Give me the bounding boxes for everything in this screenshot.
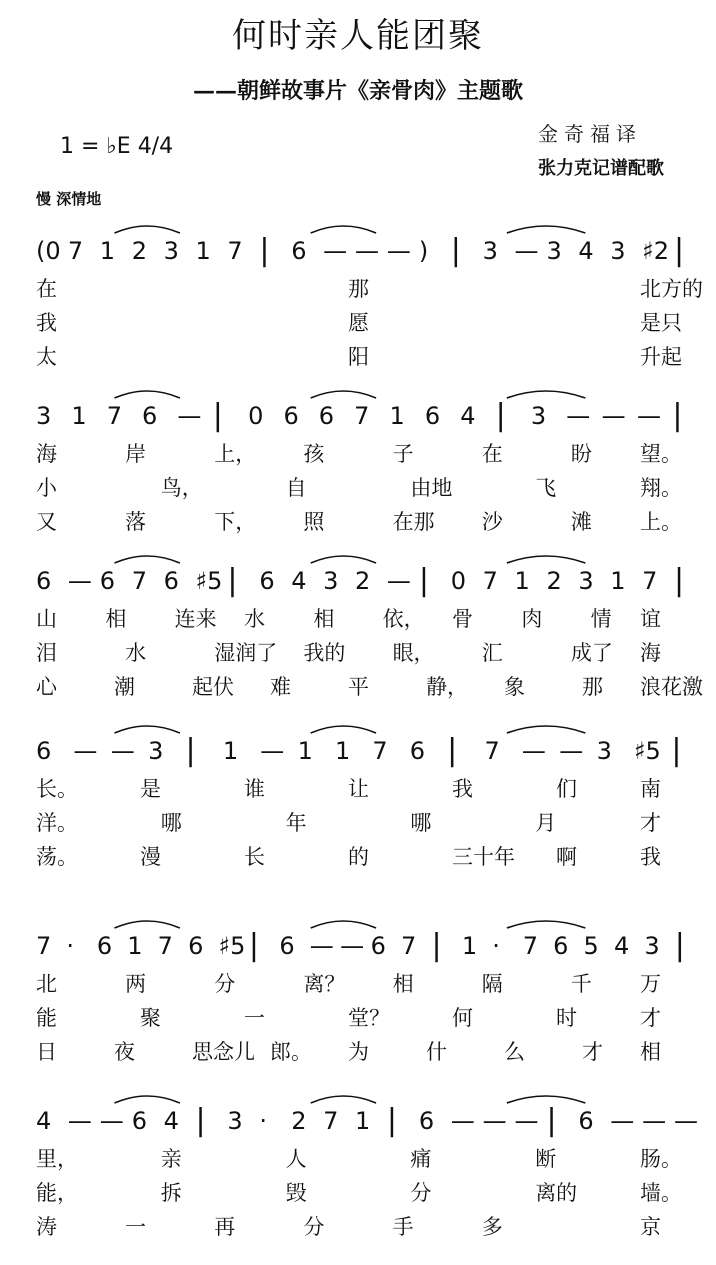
lyric-word: 肠。 [640,1147,682,1171]
note: 6 [96,932,113,960]
lyric-word: 离的 [535,1181,578,1205]
note: 6 [36,737,52,765]
lyric-word: 盼 [570,442,592,466]
lyric-word: 成了 [570,641,613,665]
lyric-word: 在那 [392,510,435,534]
note: 7 [157,932,173,960]
note: 4 [578,237,594,265]
note: 1 [355,1107,371,1135]
note: 6 [142,402,158,430]
note: 2 [355,567,371,595]
slur-marks [0,715,716,775]
note: ♯5 [633,737,661,765]
lyric-word: 浪花激 [640,675,703,699]
lyric-verse-3 [0,341,716,373]
barline: | [259,233,270,268]
note: 6 [279,932,295,960]
lyric-verse-2 [0,1177,716,1209]
slur [114,391,179,398]
lyric-word: 在 [36,277,57,301]
note: 3 [578,567,594,595]
note: — [67,567,92,595]
lyric-word: 才 [582,1040,603,1064]
note: 6 [424,402,441,430]
note: — [355,237,380,265]
barline: | [546,1103,557,1138]
lyric-word: 潮 [114,675,135,699]
note: — [521,737,546,765]
barline: | [495,398,506,433]
note: 6 [553,932,569,960]
lyric-word: 相 [392,972,414,996]
lyric-verse-3 [0,1211,716,1243]
note: — [386,237,411,265]
lyric-word: 我的 [303,641,346,665]
note: 2 [546,567,562,595]
note: 6 [409,737,425,765]
lyric-word: 们 [556,777,577,801]
lyric-verse-2 [0,637,716,669]
note: 1 [389,402,405,430]
lyric-word: 一 [244,1006,265,1030]
score-line [0,1085,716,1239]
barline: | [195,1103,206,1138]
barline: | [185,733,196,768]
note: 6 [291,237,307,265]
barline: | [674,233,685,268]
lyric-word: 是 [140,777,161,801]
note: ♯5 [195,567,223,595]
barline: | [227,563,238,598]
note: — [323,237,348,265]
lyric-word: 哪 [160,811,182,835]
lyric-word: 连来 [174,607,217,631]
note: ♯5 [218,932,246,960]
note: — [110,737,135,765]
lyric-verse-2 [0,807,716,839]
barline: | [671,733,682,768]
note: — [386,567,411,595]
lyric-word: 三十年 [452,845,515,869]
barline: | [674,928,685,963]
note: — [642,1107,667,1135]
lyric-word: 照 [303,510,325,534]
slur [311,556,376,563]
note: 3 [148,737,164,765]
barline: | [418,563,429,598]
lyric-word: 湿润了 [214,641,278,665]
note: 6 [99,567,116,595]
note: 4 [291,567,307,595]
lyric-word: 静， [426,675,468,699]
note: — [601,402,626,430]
barline: | [431,928,442,963]
lyric-word: 那 [348,277,369,301]
lyric-word: 难 [270,675,291,699]
note: 3 [530,402,547,430]
slur [311,726,376,733]
lyric-word: 一 [125,1215,147,1239]
note: · [66,932,75,960]
song-title: 何时亲人能团聚 [232,16,484,56]
note: 3 [644,932,660,960]
lyric-word: 子 [392,442,414,466]
lyric-verse-1 [0,1143,716,1175]
slur [507,726,585,733]
note: 3 [610,237,626,265]
lyric-word: 洋。 [36,811,78,835]
note: 7 [227,237,243,265]
note: — [636,402,661,430]
lyric-verse-1 [0,438,716,470]
lyric-word: 多 [481,1215,503,1239]
lyric-word: 里， [36,1147,78,1171]
note: — [482,1107,507,1135]
slur-marks [0,545,716,605]
lyric-word: 拆 [160,1181,182,1205]
note: 6 [36,567,52,595]
lyric-word: 鸟， [160,476,203,500]
note: — [566,402,591,430]
lyric-word: 飞 [535,476,557,500]
slur [311,391,376,398]
barline: | [447,733,458,768]
lyric-word: 让 [348,777,369,801]
note: ) [418,237,429,265]
note: 6 [283,402,299,430]
note: 1 [514,567,530,595]
lyric-verse-1 [0,273,716,305]
lyric-word: 相 [640,1040,661,1064]
note: 7 [354,402,370,430]
lyric-word: 泪 [36,641,57,665]
lyric-word: 海 [36,442,57,466]
lyric-word: 水 [125,641,147,665]
lyric-word: 分 [410,1181,432,1205]
lyric-word: 断 [535,1147,557,1171]
barline: | [672,398,683,433]
note: 6 [318,402,335,430]
lyric-word: 由地 [410,476,453,500]
note: 7 [642,567,658,595]
note: 2 [291,1107,307,1135]
note: 6 [418,1107,435,1135]
barline: | [674,563,685,598]
lyric-word: 南 [640,777,661,801]
lyric-word: 涛 [36,1215,57,1239]
slur-marks [0,215,716,275]
lyric-word: 什 [426,1040,447,1064]
slur [311,226,376,233]
note: 7 [36,932,52,960]
lyric-word: 人 [285,1147,307,1171]
lyric-word: 平 [348,675,369,699]
slur [311,1096,376,1103]
note: 6 [578,1107,594,1135]
note: 7 [131,567,147,595]
note: 1 [71,402,87,430]
note: 1 [334,737,351,765]
note: 0 [248,402,264,430]
lyric-word: 汇 [481,641,503,665]
lyric-word: 痛 [410,1147,432,1171]
lyric-word: 我 [452,777,473,801]
lyric-word: 聚 [140,1006,161,1030]
barline: | [386,1103,398,1138]
slur [114,726,179,733]
barline: | [248,928,260,963]
lyric-word: 是只 [640,311,682,335]
note: 4 [163,1107,179,1135]
slur-marks [0,910,716,970]
lyric-word: 情 [590,607,612,631]
note: 5 [583,932,599,960]
lyric-word: 能， [36,1181,78,1205]
translator-credit: 金奇福译 [538,122,642,146]
score-line [0,380,716,534]
lyric-word: 哪 [410,811,432,835]
lyric-word: 么 [504,1040,525,1064]
note: 3 [323,567,339,595]
lyric-word: 望。 [640,442,682,466]
lyric-word: 千 [570,972,592,996]
note: 6 [370,932,386,960]
note: — [260,737,285,765]
tempo-marking: 慢 深情地 [36,190,102,208]
key-signature: 1 = ♭E 4/4 [60,134,174,159]
lyric-word: 北 [36,972,57,996]
lyric-word: 京 [640,1215,661,1239]
lyric-word: 心 [36,675,57,699]
note: 4 [36,1107,52,1135]
lyric-word: 沙 [481,510,503,534]
lyric-verse-2 [0,1002,716,1034]
note: 6 [131,1107,147,1135]
score-line [0,545,716,699]
note: 7 [484,737,500,765]
slur [507,391,585,398]
lyric-word: 万 [640,972,661,996]
lyric-word: 为 [348,1040,369,1064]
note: 7 [67,237,84,265]
lyric-word: 小 [36,476,57,500]
lyric-word: 再 [214,1215,236,1239]
slur [507,226,585,233]
note: 1 [297,737,313,765]
lyric-verse-1 [0,603,716,635]
slur [507,921,585,928]
lyric-word: 肉 [521,607,543,631]
lyric-word: 两 [125,972,147,996]
lyric-verse-3 [0,841,716,873]
lyric-word: 才 [640,1006,661,1030]
note: — [340,932,365,960]
lyric-word: 太 [36,345,57,369]
lyric-word: 骨 [452,607,473,631]
note: — [99,1107,124,1135]
note: 4 [613,932,630,960]
lyric-word: 起伏 [192,675,234,699]
note: ♯2 [642,237,670,265]
lyric-word: 手 [392,1215,414,1239]
note: 3 [36,402,52,430]
lyric-word: 落 [125,510,147,534]
lyric-word: 山 [36,607,57,631]
lyric-word: 毁 [285,1181,307,1205]
lyric-word: 眼， [392,641,435,665]
note: 1 [99,237,116,265]
slur [114,556,179,563]
lyric-word: 我 [36,311,57,335]
lyric-word: 的 [348,845,369,869]
note: — [514,237,539,265]
note: · [492,932,500,960]
lyric-word: 分 [214,972,236,996]
lyric-word: 能 [36,1006,57,1030]
lyric-word: 年 [285,811,307,835]
lyric-word: 又 [36,510,57,534]
lyric-verse-3 [0,671,716,703]
note: 7 [372,737,388,765]
slur [507,1096,585,1103]
lyric-word: 堂？ [348,1006,390,1030]
note: 6 [163,567,179,595]
note: — [309,932,334,960]
note: 2 [131,237,147,265]
note: (0 [36,237,61,265]
lyric-word: 水 [244,607,265,631]
note: 7 [106,402,122,430]
lyric-verse-2 [0,307,716,339]
lyric-word: 长。 [36,777,78,801]
lyric-word: 思念儿 [192,1040,255,1064]
lyric-word: 亲 [160,1147,182,1171]
lyric-verse-2 [0,472,716,504]
note: 1 [222,737,239,765]
lyric-word: 相 [313,607,335,631]
lyric-word: 漫 [140,845,161,869]
slur-marks [0,1085,716,1145]
lyric-word: 自 [285,476,307,500]
lyric-word: 滩 [570,510,592,534]
note: 0 [450,567,466,595]
lyric-word: 下， [214,510,257,534]
note: — [610,1107,635,1135]
lyric-word: 荡。 [36,845,78,869]
lyric-word: 隔 [481,972,503,996]
note: 7 [401,932,417,960]
note: — [177,402,202,430]
lyric-word: 月 [535,811,557,835]
slur [114,1096,179,1103]
lyric-word: 岸 [125,442,147,466]
lyric-word: 象 [504,675,525,699]
lyric-verse-1 [0,773,716,805]
lyric-word: 谊 [640,607,661,631]
lyric-word: 长 [244,845,265,869]
lyric-word: 在 [481,442,503,466]
lyric-word: 升起 [640,345,682,369]
lyric-word: 北方的 [640,277,703,301]
lyric-word: 郎。 [270,1040,312,1064]
note: 7 [482,567,498,595]
lyric-word: 阳 [348,345,369,369]
lyric-word: 海 [640,641,661,665]
slur [114,226,179,233]
note: 3 [596,737,612,765]
barline: | [450,233,461,268]
note: — [559,737,584,765]
slur [114,921,179,928]
barline: | [212,398,223,433]
note: · [259,1107,267,1135]
lyric-word: 谁 [244,777,265,801]
lyric-verse-1 [0,968,716,1000]
song-subtitle: ——朝鲜故事片《亲骨肉》主题歌 [192,78,523,104]
lyric-word: 上， [214,442,257,466]
score-line [0,215,716,369]
lyric-word: 夜 [114,1040,135,1064]
score-line [0,715,716,869]
lyric-word: 相 [105,607,127,631]
slur [507,556,585,563]
lyric-word: 孩 [303,442,325,466]
note: 6 [188,932,204,960]
note: 6 [259,567,275,595]
slur [311,921,376,928]
lyric-word: 那 [582,675,603,699]
note: 3 [163,237,179,265]
lyric-verse-3 [0,1036,716,1068]
lyric-verse-3 [0,506,716,538]
note: 3 [227,1107,243,1135]
lyric-word: 愿 [348,311,369,335]
note: 4 [460,402,476,430]
note: — [450,1107,475,1135]
lyric-word: 日 [36,1040,57,1064]
note: — [674,1107,699,1135]
note: 1 [195,237,211,265]
note: 1 [127,932,143,960]
lyric-word: 啊 [556,845,577,869]
lyric-word: 分 [303,1215,325,1239]
lyric-word: 我 [640,845,661,869]
lyric-word: 上。 [640,510,682,534]
note: 3 [482,237,498,265]
note: 1 [461,932,478,960]
note: 3 [546,237,562,265]
note: 7 [323,1107,339,1135]
arranger-credit: 张力克记谱配歌 [538,158,664,179]
lyric-word: 墙。 [640,1181,682,1205]
note: — [514,1107,539,1135]
lyric-word: 才 [640,811,661,835]
note: 7 [522,932,538,960]
note: — [73,737,98,765]
note: 1 [610,567,626,595]
score-line [0,910,716,1064]
lyric-word: 何 [452,1006,473,1030]
note: — [67,1107,92,1135]
lyric-word: 时 [556,1006,577,1030]
slur-marks [0,380,716,440]
lyric-word: 翔。 [640,476,682,500]
lyric-word: 依， [382,607,425,631]
lyric-word: 离？ [303,972,346,996]
